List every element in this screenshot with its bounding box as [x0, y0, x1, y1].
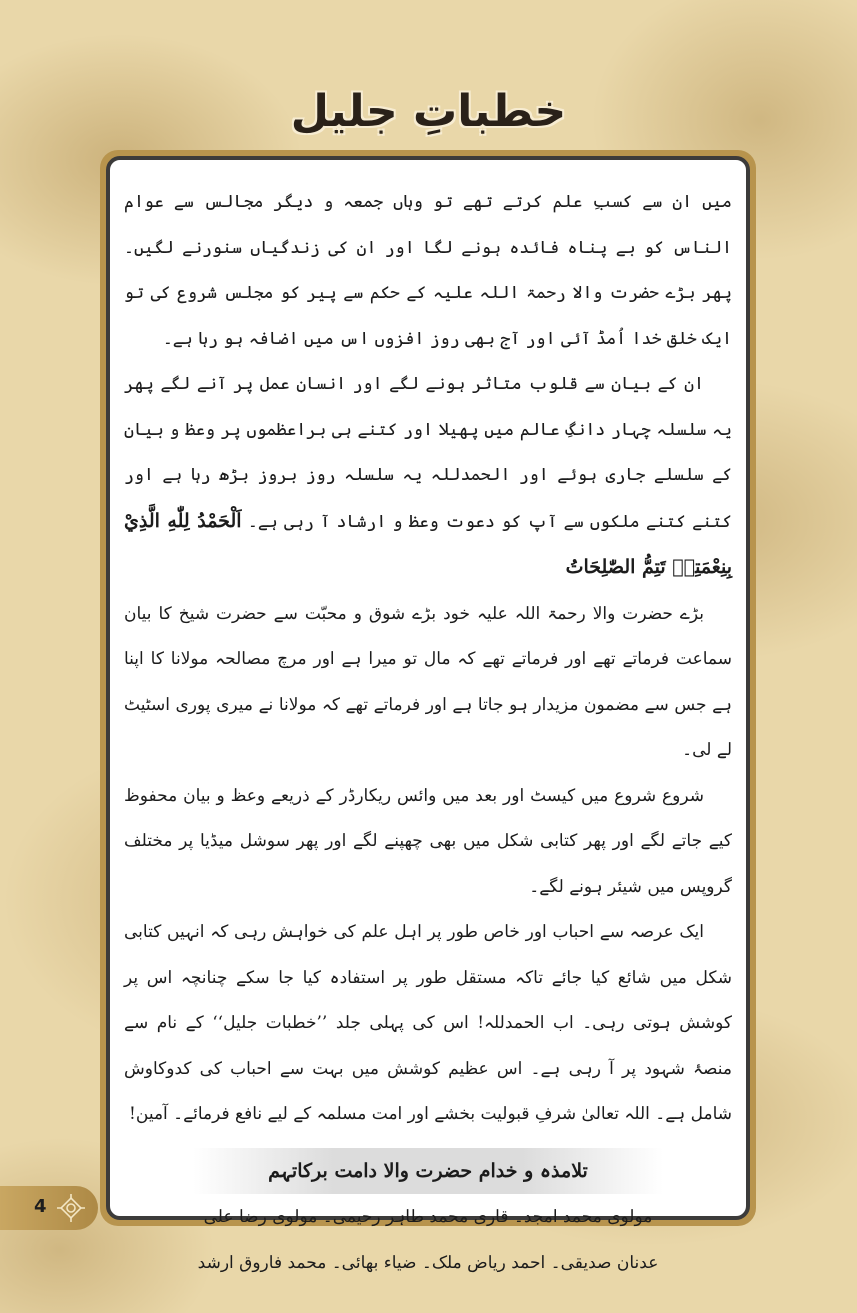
paragraph-2: ان کے بیان سے قلوب متاثر ہونے لگے اور انسان عمل پر آنے لگے پھر یہ سلسلہ چہار دانگِ عالم میں پھیلا اور کتنے ہی براعظموں پر وعظ و بیان کے سلسلے جاری ہوئے اور الحمدللہ یہ سلسلہ روز بروز بڑھ رہا ہے اور کتنے کتنے ملکوں سے آپ کو دعوت وعظ و ارشاد آ رہی ہے۔: [124, 374, 733, 532]
page-body: [106, 156, 750, 1273]
text-content: [124, 180, 732, 1286]
book-title: خطباتِ جلیل: [290, 86, 567, 137]
paragraph-5: ایک عرصہ سے احباب اور خاص طور پر اہل علم کی خواہش رہی کہ انہیں کتابی شکل میں شائع کیا جائے تاکہ مستقل طور پر استفادہ کیا جا سکے چنانچہ اس پر کوشش ہوتی رہی۔ اب الحمدللہ! اس کی پہلی جلد ’’خطبات جلیل‘‘ کے نام سے منصۂ شہود پر آ رہی ہے۔ اس عظیم کوشش میں بہت سے احباب کی کدوکاوش شامل ہے۔ اللہ تعالیٰ شرفِ قبولیت بخشے اور امت مسلمہ کے لیے نافع فرمائے۔ آمین!: [124, 922, 732, 1124]
arabic-phrase: اَلْحَمْدُ لِلّٰهِ الَّذِيْ بِنِعْمَتِهٖ تَتِمُّ الصّٰلِحَاتُ: [124, 509, 732, 578]
paragraph-4: شروع شروع میں کیسٹ اور بعد میں وائس ریکارڈر کے ذریعے وعظ و بیان محفوظ کیے جاتے لگے اور پھر کتابی شکل میں بھی چھپنے لگے اور پھر سوشل میڈیا پر مختلف گروپس میں شیئر ہونے لگے۔: [124, 785, 732, 897]
signature-heading: تلامذہ و خدام حضرت والا دامت برکاتہم: [193, 1148, 663, 1194]
paragraph-1: میں ان سے کسبِ علم کرتے تھے تو وہاں جمعہ و دیگر مجالس سے عوام الناس کو بے پناہ فائدہ ہونے لگا اور ان کی زندگیاں سنورنے لگیں۔ پھر بڑے حضرت والا رحمۃ اللہ علیہ کے حکم سے پیر کو مجلس شروع کی تو ایک خلق خدا اُمڈ آئی اور آج بھی روز افزوں اس میں اضافہ ہو رہا ہے۔: [124, 192, 732, 349]
page-number: 4: [34, 1196, 47, 1217]
signatories-line-2: عدنان صدیقی۔ احمد ریاض ملک۔ ضیاء بھائی۔ محمد فاروق ارشد: [197, 1252, 659, 1273]
paragraph-3: بڑے حضرت والا رحمۃ اللہ علیہ خود بڑے شوق و محبّت سے حضرت شیخ کا بیان سماعت فرماتے تھے اور فرماتے تھے کہ مال تو میرا ہے اور مرچ مصالحہ مولانا کا اپنا ہے جس سے مضمون مزیدار ہو جاتا ہے اور فرماتے تھے کہ مولانا نے میری پوری اسٹیٹ لے لی۔: [124, 603, 732, 760]
paragraph-2-wrapper: [124, 362, 732, 592]
page-number-tab: [0, 1186, 98, 1230]
signatories-line-1: مولوی محمد امجد۔ قاری محمد طاہر رحیمی۔ مولوی رضا علی: [203, 1206, 653, 1227]
ornament-icon: [56, 1193, 86, 1223]
page-frame: [100, 150, 756, 1273]
